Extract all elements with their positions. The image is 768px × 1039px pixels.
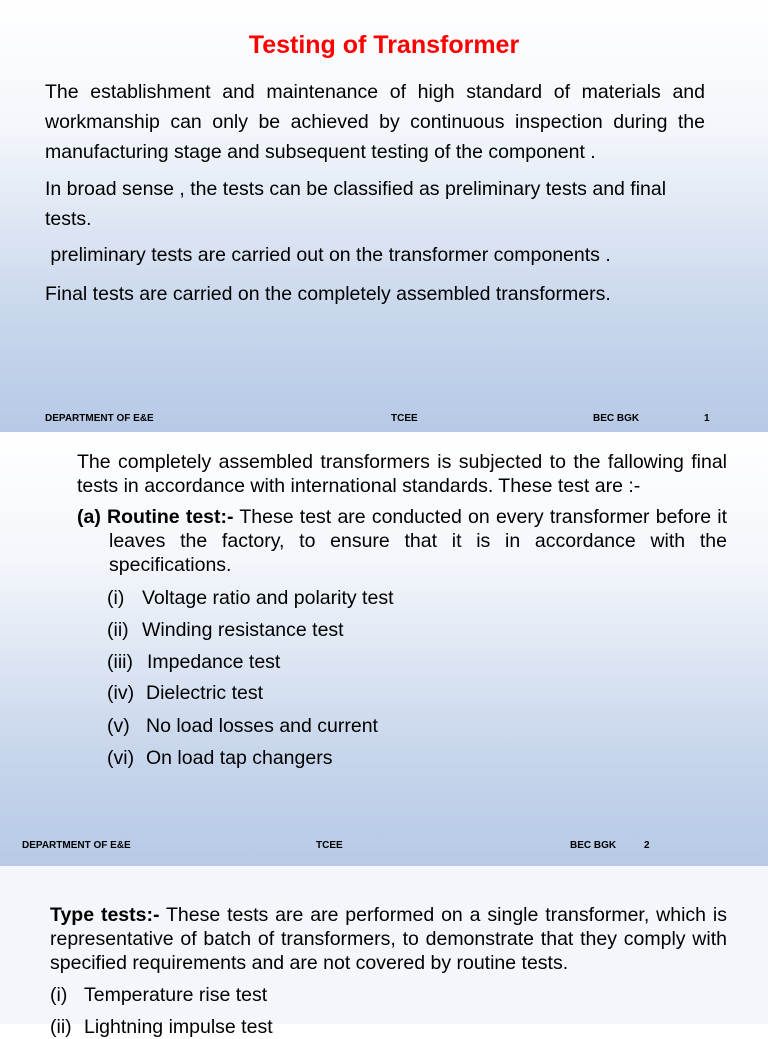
list-item: [107, 746, 332, 770]
list-item-number: (iv): [107, 682, 135, 704]
list-item-number: (i): [107, 587, 125, 609]
paragraph: Final tests are carried on the completely assembled transformers.: [45, 283, 611, 305]
paragraph: The establishment and maintenance of high standard of materials and workmanship can only be achieved by continuous inspection during the manufacturing stage and subsequent testing of the component .: [45, 81, 705, 163]
footer-college: BEC BGK: [593, 413, 640, 424]
routine-test-label: (a) Routine test:-: [77, 506, 234, 528]
list-item-number: (iii): [107, 651, 133, 673]
list-item-number: (v): [107, 715, 130, 737]
list-item: [50, 983, 267, 1007]
slide-2: [0, 432, 768, 866]
list-item: [107, 681, 263, 705]
list-item-text: Voltage ratio and polarity test: [142, 587, 394, 609]
list-item: [107, 586, 394, 610]
slide-1: [0, 0, 768, 432]
paragraph: preliminary tests are carried out on the transformer components .: [45, 244, 611, 266]
footer-department: DEPARTMENT OF E&E: [45, 413, 154, 424]
list-item-text: On load tap changers: [146, 747, 333, 769]
list-item: [107, 650, 280, 674]
slide-title: Testing of Transformer: [248, 31, 520, 59]
type-test-text: These tests are are performed on a single transformer, which is representative of batch of transformers, to demonstrate that they comply with specified requirements and are not covered by routine tests.: [50, 904, 727, 974]
paragraph: In broad sense , the tests can be classified as preliminary tests and final tests.: [45, 178, 667, 230]
footer-college: BEC BGK: [570, 840, 617, 851]
list-item: [107, 714, 378, 738]
list-item: [107, 618, 344, 642]
footer-page-number: 1: [704, 413, 710, 424]
type-test-label: Type tests:-: [50, 904, 160, 926]
list-item-text: Lightning impulse test: [84, 1016, 273, 1038]
list-item: [50, 1015, 273, 1039]
list-item-text: Temperature rise test: [84, 984, 268, 1006]
footer-department: DEPARTMENT OF E&E: [22, 840, 131, 851]
list-item-number: (i): [50, 984, 68, 1006]
list-item-text: Winding resistance test: [142, 619, 344, 641]
footer-page-number: 2: [644, 840, 650, 851]
list-item-number: (ii): [107, 619, 129, 641]
footer-course: TCEE: [316, 840, 343, 851]
intro-paragraph: The completely assembled transformers is subjected to the fallowing final tests in accordance with international standards. These test are :-: [77, 451, 727, 497]
footer-course: TCEE: [391, 413, 418, 424]
list-item-number: (ii): [50, 1016, 72, 1038]
routine-test-text: These test are conducted on every transformer before it leaves the factory, to ensure that it is in accordance with the specifications.: [109, 506, 728, 576]
list-item-text: Dielectric test: [146, 682, 264, 704]
routine-test-paragraph: [77, 505, 727, 577]
type-test-paragraph: [50, 903, 727, 975]
list-item-text: No load losses and current: [146, 715, 378, 737]
list-item-text: Impedance test: [147, 651, 281, 673]
list-item-number: (vi): [107, 747, 135, 769]
slide-3: [0, 866, 768, 1038]
